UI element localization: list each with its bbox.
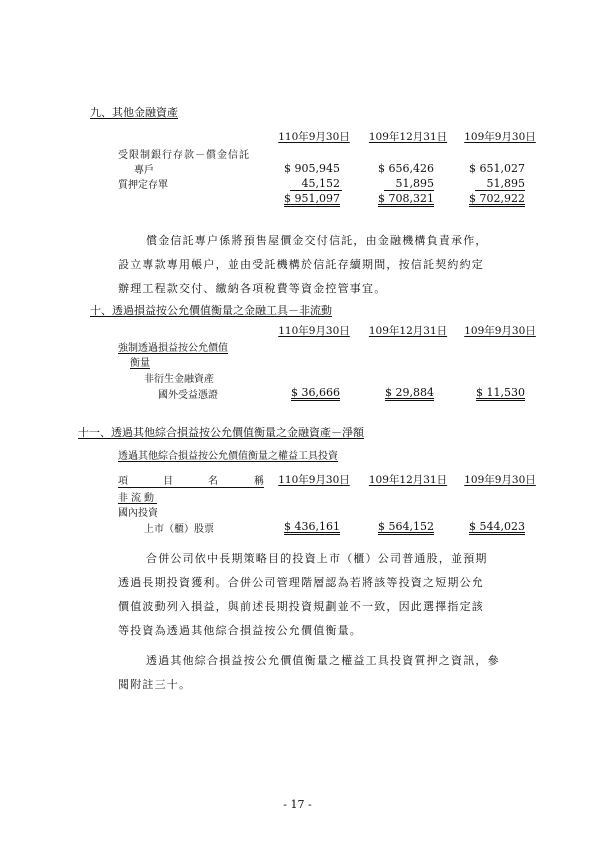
sum-line	[290, 190, 342, 191]
col-header-2020-09-30: 109年9月30日	[464, 474, 536, 486]
cell-value: $ 11,530	[476, 386, 525, 399]
col-header-2020-09-30: 109年9月30日	[464, 131, 536, 143]
section-11-subtitle: 透過其他綜合損益按公允價值衡量之權益工具投資	[118, 451, 338, 462]
section-9-title: 九、其他金融資產	[90, 106, 178, 119]
cell-value: 45,152	[301, 177, 340, 190]
paragraph-line: 價值波動列入損益，與前述長期投資規劃並不一致，因此選擇指定該	[118, 600, 484, 613]
col-header-2021-09-30: 110年9月30日	[278, 325, 350, 337]
col-header-2021-09-30: 110年9月30日	[278, 474, 350, 486]
cell-value: $ 29,884	[385, 386, 434, 399]
paragraph-line: 等投資為透過其他綜合損益按公允價值衡量。	[118, 624, 362, 637]
col-item-char: 項	[118, 476, 128, 487]
cell-value: $ 544,023	[469, 520, 525, 533]
col-header-2020-09-30: 109年9月30日	[464, 325, 536, 337]
row-label-domestic: 國內投資	[118, 508, 158, 519]
row-label-trust-account: 專戶	[134, 165, 154, 176]
total-value: $ 708,321	[378, 192, 434, 205]
cell-value: $ 651,027	[469, 162, 525, 175]
page-number: - 17 -	[283, 798, 312, 811]
row-label-pledged-deposit: 質押定存單	[118, 180, 168, 191]
row-label-listed-stock: 上市（櫃）股票	[144, 524, 214, 535]
paragraph-line: 設立專款專用帳户，並由受託機構於信託存續期間，按信託契約約定	[118, 258, 484, 271]
row-label-non-current: 非流動	[118, 493, 157, 504]
col-header-2021-09-30: 110年9月30日	[278, 131, 350, 143]
section-11-title: 十一、透過其他綜合損益按公允價值衡量之金融資產－淨額	[78, 426, 364, 439]
cell-value: $ 564,152	[378, 520, 434, 533]
paragraph-line: 閱附註三十。	[118, 678, 192, 691]
row-label-foreign-beneficiary: 國外受益憑證	[158, 390, 218, 401]
cell-value: 51,895	[486, 177, 525, 190]
col-item-char: 目	[163, 476, 173, 487]
col-header-2020-12-31: 109年12月31日	[368, 325, 448, 337]
col-item-char: 稱	[254, 476, 264, 487]
cell-value: $ 36,666	[291, 386, 340, 399]
section-10-title: 十、透過損益按公允價值衡量之金融工具－非流動	[90, 304, 332, 317]
col-item-char: 名	[208, 476, 218, 487]
paragraph-line: 透過其他綜合損益按公允價值衡量之權益工具投資質押之資訊，參	[146, 654, 500, 667]
cell-value: $ 436,161	[284, 520, 340, 533]
row-label-restricted-deposit: 受限制銀行存款－償金信託	[118, 150, 250, 161]
cell-value: $ 656,426	[378, 162, 434, 175]
sum-line	[384, 190, 434, 191]
sum-line	[475, 190, 525, 191]
col-header-2020-12-31: 109年12月31日	[368, 131, 448, 143]
row-label-measured: 衡量	[130, 358, 150, 369]
total-value: $ 702,922	[469, 192, 525, 205]
col-item-underline	[118, 487, 264, 488]
col-header-2020-12-31: 109年12月31日	[368, 474, 448, 486]
cell-value: $ 905,945	[284, 162, 340, 175]
row-label-mandatory-fvtpl: 強制透過損益按公允價值	[118, 343, 228, 354]
paragraph-line: 辦理工程款交付、繳納各項稅費等資金控管事宜。	[118, 282, 387, 295]
paragraph-line: 透過長期投資獲利。合併公司管理階層認為若將該等投資之短期公允	[118, 576, 484, 589]
paragraph-line: 償金信託專户係將預售屋價金交付信託，由金融機構負責承作，	[146, 234, 488, 247]
paragraph-line: 合併公司依中長期策略目的投資上市（櫃）公司普通股，並預期	[146, 552, 488, 565]
row-label-non-derivative: 非衍生金融資產	[144, 374, 214, 385]
cell-value: 51,895	[395, 177, 434, 190]
total-value: $ 951,097	[284, 192, 340, 205]
